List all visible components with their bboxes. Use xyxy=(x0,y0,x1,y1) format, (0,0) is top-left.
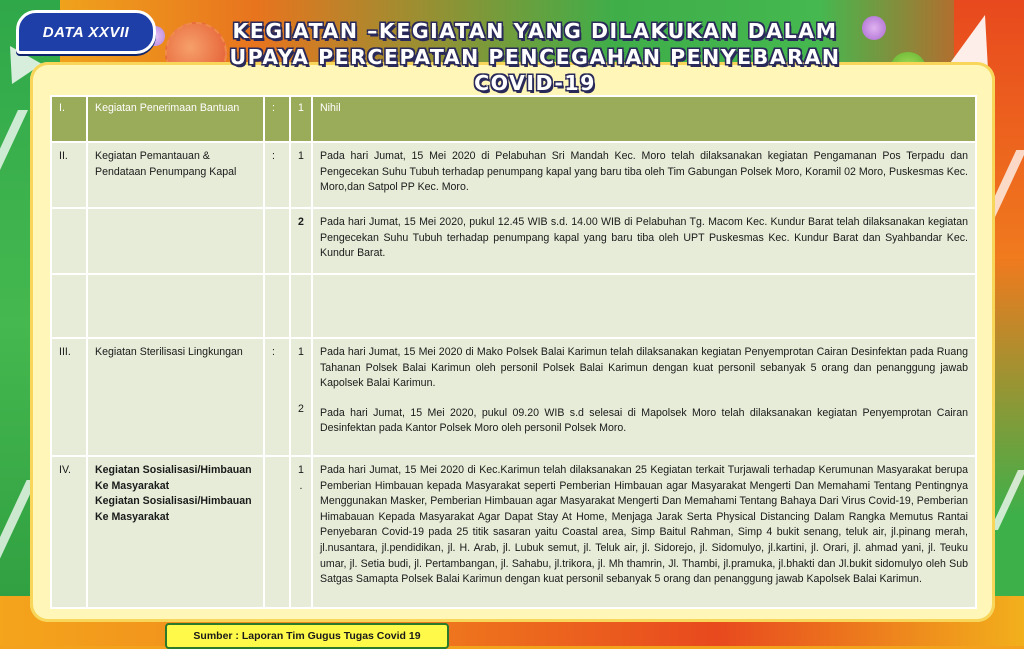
row-separator: : xyxy=(264,338,290,456)
row-category: Kegiatan Sterilisasi Lingkungan xyxy=(87,338,264,456)
item-number xyxy=(290,456,312,608)
title-line: COVID-19 xyxy=(474,71,596,95)
data-badge: DATA XXVII xyxy=(16,10,156,54)
row-number: IV. xyxy=(51,456,87,608)
row-number: III. xyxy=(51,338,87,456)
row-number xyxy=(51,208,87,274)
row-separator xyxy=(264,208,290,274)
item-text xyxy=(312,274,976,338)
item-text xyxy=(312,338,976,456)
item-text: Pada hari Jumat, 15 Mei 2020 di Pelabuhan Sri Mandah Kec. Moro telah dilaksanakan kegiatan Pengamanan Pos Terpadu dan Pengecekan Suhu Tubuh terhadap penumpang kapal yang baru tiba oleh Tim Gabungan Polsek Moro, Koramil 02 Moro, Puskesmas Kec. Moro,dan Satpol PP Kec. Moro. xyxy=(312,142,976,208)
item-text: Pada hari Jumat, 15 Mei 2020 di Kec.Karimun telah dilaksanakan 25 Kegiatan terkait Turjawali terhadap Kerumunan Masyarakat berupa Pemberian Himbauan kepada Masyarakat seperti Pemberian Himbauan agar Masyarakat Mengerti Dan Memahami Tentang Pentingnya Menggunakan Masker, Pemberian Himbauan agar Masyarakat Mengerti Dan Memahami Tentang Bahaya Dari Virus Covid-19, Pemberian Himabauan Kepada Masyarakat Agar Dapat Stay At Home, Menjaga Jarak Serta Physical Distancing Dalam Rangka Memutus Rantai Penyebaran Covid-19 pada 25 titik sasaran yaitu Coastal area, Simp Baitul Rahman, Simp 4 bukit senang, teluk air, jl.pinang merah, jl.nusantara, jl.pendidikan, jl. H. Arab, jl. Lubuk semut, jl. Teluk air, jl. Sidorejo, jl. Sidomulyo, jl.kartini, jl. Orari, jl. ahmad yani, jl. Teuku umar, jl. Setia budi, jl. Pertambangan, jl. Sahabu, jl.trikora, jl. Mh thamrin, Jl. Thambi, jl.pramuka, jl.bhakti dan Jl.bukit sidomulyo oleh Sub Satgas Samapta Polsek Balai Karimun dengan kuat personil sebanyak 5 orang dan penanggung jawab Kapolsek Balai Karimun. xyxy=(312,456,976,608)
item-number xyxy=(290,274,312,338)
table-row xyxy=(51,274,976,338)
row-separator: : xyxy=(264,142,290,208)
item-text-second: Pada hari Jumat, 15 Mei 2020, pukul 09.20 WIB s.d selesai di Mapolsek Moro telah dilaksanakan kegiatan Penyemprotan Cairan Desinfektan pada Kantor Polsek Moro oleh personil Polsek Moro. xyxy=(320,406,968,435)
row-separator xyxy=(264,456,290,608)
row-separator: : xyxy=(264,96,290,142)
page-title xyxy=(160,18,910,96)
title-line: UPAYA PERCEPATAN PENCEGAHAN PENYEBARAN xyxy=(229,45,841,69)
item-text: Pada hari Jumat, 15 Mei 2020, pukul 12.45 WIB s.d. 14.00 WIB di Pelabuhan Tg. Macom Kec. Kundur Barat telah dilaksanakan kegiatan Pengecekan Suhu Tubuh terhadap penumpang kapal yang baru tiba oleh UPT Puskesmas Kec. Kundur Barat dan Syahbandar Kec. Kundur Barat. xyxy=(312,208,976,274)
item-number-first: 1 xyxy=(298,346,304,358)
category-line: Kegiatan Sosialisasi/Himbauan Ke Masyarakat xyxy=(95,495,252,523)
row-number: I. xyxy=(51,96,87,142)
row-number xyxy=(51,274,87,338)
activities-table xyxy=(50,95,977,609)
title-line: KEGIATAN –KEGIATAN YANG DILAKUKAN DALAM xyxy=(232,19,838,43)
item-number: 1 xyxy=(290,96,312,142)
item-number: 2 xyxy=(290,208,312,274)
row-separator xyxy=(264,274,290,338)
item-number xyxy=(290,338,312,456)
item-number-first: 1 xyxy=(298,464,304,476)
row-category xyxy=(87,274,264,338)
item-number: 1 xyxy=(290,142,312,208)
table-row xyxy=(51,338,976,456)
table-row xyxy=(51,142,976,208)
spacer xyxy=(293,361,309,402)
row-category: Kegiatan Penerimaan Bantuan xyxy=(87,96,264,142)
table-row xyxy=(51,208,976,274)
item-text: Nihil xyxy=(312,96,976,142)
row-category: Kegiatan Pemantauan & Pendataan Penumpang Kapal xyxy=(87,142,264,208)
row-category xyxy=(87,456,264,608)
item-text-first: Pada hari Jumat, 15 Mei 2020 di Mako Polsek Balai Karimun telah dilaksanakan kegiatan Penyemprotan Cairan Desinfektan pada Ruang Tahanan Polsek Balai Karimun oleh personil Polsek Balai Karimun dengan kuat personil sebanyak 5 orang dan penanggung jawab Kapolsek Balai Karimun. xyxy=(320,346,968,390)
source-note: Sumber : Laporan Tim Gugus Tugas Covid 19 xyxy=(165,623,449,649)
table-row xyxy=(51,96,976,142)
item-number-second: 2 xyxy=(298,402,304,415)
spacer xyxy=(320,392,968,406)
category-line: Kegiatan Sosialisasi/Himbauan Ke Masyarakat xyxy=(95,464,252,492)
table-row xyxy=(51,456,976,608)
row-number: II. xyxy=(51,142,87,208)
row-category xyxy=(87,208,264,274)
item-number-dot: . xyxy=(299,479,303,492)
